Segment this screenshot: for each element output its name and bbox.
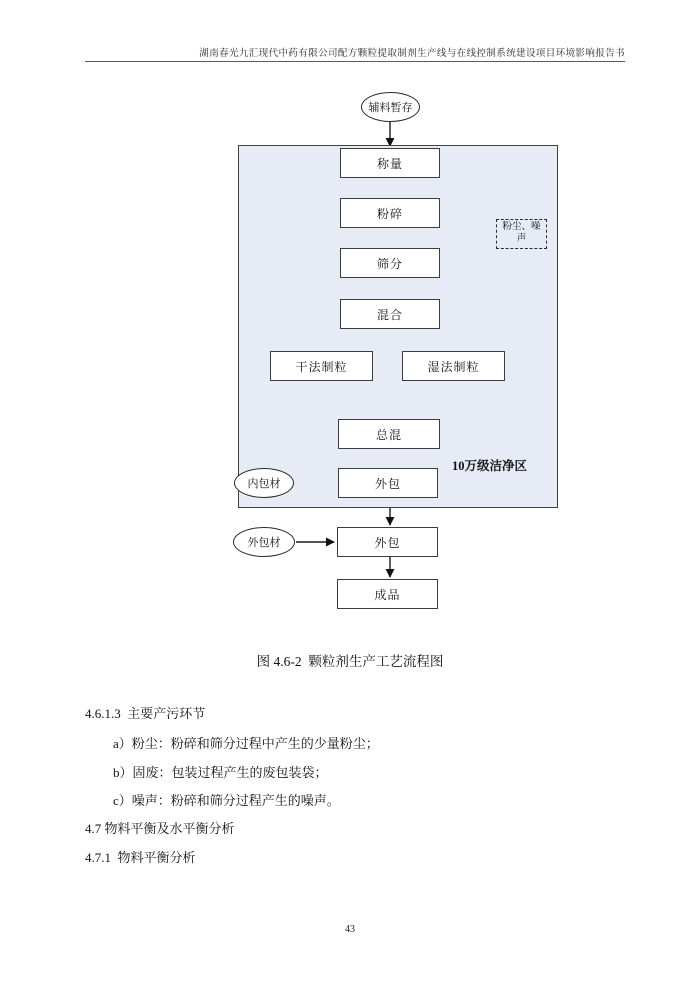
node-final-blending: 总混 bbox=[338, 419, 440, 449]
header-rule bbox=[85, 61, 625, 62]
node-crushing: 粉碎 bbox=[340, 198, 440, 228]
node-outer-pack-material: 外包材 bbox=[233, 527, 295, 557]
page-number: 43 bbox=[345, 924, 355, 935]
node-outer-packing: 外包 bbox=[337, 527, 438, 557]
node-dust-noise: 粉尘、噪声 bbox=[496, 219, 547, 249]
clean-area-label: 10万级洁净区 bbox=[452, 459, 528, 473]
list-item-c: c）噪声：粉碎和筛分过程产生的噪声。 bbox=[113, 793, 340, 808]
list-item-b: b）固废：包装过程产生的废包装袋； bbox=[113, 765, 328, 780]
figure-caption: 图 4.6-2 颗粒剂生产工艺流程图 bbox=[256, 654, 444, 669]
node-wet-granulation: 湿法制粒 bbox=[402, 351, 505, 381]
node-dry-granulation: 干法制粒 bbox=[270, 351, 373, 381]
node-mixing: 混合 bbox=[340, 299, 440, 329]
node-inner-packing: 外包 bbox=[338, 468, 438, 498]
page-header-title: 湖南春光九汇现代中药有限公司配方颗粒提取制剂生产线与在线控制系统建设项目环境影响报告书 bbox=[199, 49, 625, 59]
node-aux-material-storage: 辅料暂存 bbox=[361, 92, 420, 122]
node-sieving: 筛分 bbox=[340, 248, 440, 278]
list-item-a: a）粉尘：粉碎和筛分过程中产生的少量粉尘； bbox=[113, 736, 379, 751]
node-inner-pack-material: 内包材 bbox=[234, 468, 294, 498]
node-finished-product: 成品 bbox=[337, 579, 438, 609]
section-heading-4-7-1: 4.7.1 物料平衡分析 bbox=[85, 850, 196, 865]
node-weighing: 称量 bbox=[340, 148, 440, 178]
section-heading-4-6-1-3: 4.6.1.3 主要产污环节 bbox=[85, 706, 206, 721]
section-heading-4-7: 4.7 物料平衡及水平衡分析 bbox=[85, 821, 235, 836]
